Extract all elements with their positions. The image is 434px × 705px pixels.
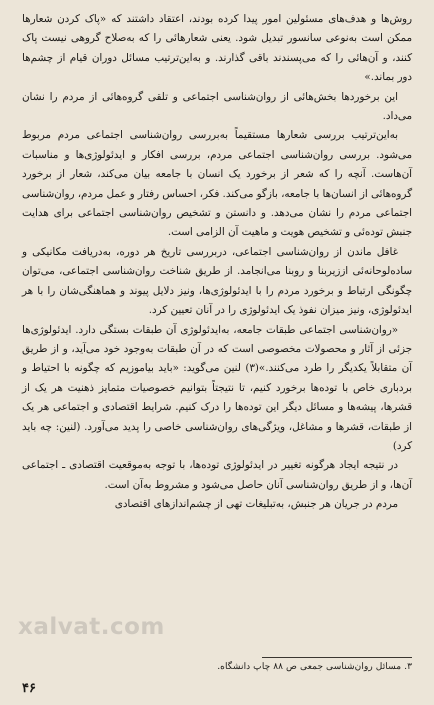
paragraph: این برخوردها بخش‌هائی از روان‌شناسی اجتماعی و تلقی گروه‌هائی از مردم را نشان می‌داد.	[22, 90, 412, 123]
body-text	[22, 10, 412, 515]
footnote-divider	[262, 657, 412, 658]
paragraph: «روان‌شناسی اجتماعی طبقات جامعه، به‌ایدئولوژی آن طبقات بستگی دارد. ایدئولوژی‌ها جزئی از آثار و محصولات مخصوصی است که در آن طبقات به‌وجود خود می‌آید، و از طریق آن متقابلاً یکدیگر را طرد می‌کنند.»(۳) لنین می‌گوید: «باید بیاموزیم که چگونه با احتیاط و بردباری خاص با توده‌ها برخورد کنیم، تا نتیجتاً بتوانیم خصوصیات متمایز ذهنیت هر یک از قشرها، پیشه‌ها و مسائل دیگر این توده‌ها را درک کنیم. شرایط اقتصادی و اجتماعی هر یک از طبقات، قشرها و مشاغل، ویژگی‌های روان‌شناسی خاصی را پدید می‌آورد. (لنین: چه باید کرد)	[22, 323, 412, 452]
paragraph: مردم در جریان هر جنبش، به‌تبلیغات تهی از چشم‌اندازهای اقتصادی	[114, 498, 398, 511]
paragraph: در نتیجه ایجاد هرگونه تغییر در ایدئولوژی توده‌ها، با توجه به‌موقعیت اقتصادی ـ اجتماعی آن‌ها، و از طریق روان‌شناسی آنان حاصل می‌شود و مشروط به‌آن است.	[22, 459, 412, 491]
paragraph: به‌این‌ترتیب بررسی شعارها مستقیماً به‌بررسی روان‌شناسی اجتماعی مردم مربوط می‌شود. بررسی روان‌شناسی اجتماعی مردم، بررسی افکار و ایدئولوژی‌ها و مناسبات آن‌هاست. آنچه را که شعر از برخورد یک انسان با جامعه بیان می‌کند، شعار از برخورد گروه‌هائی از انسان‌ها با جامعه، بازگو می‌کند. فکر، احساس رفتار و عمل مردم، روان‌شناسی اجتماعی مردم را نشان می‌دهد. و دانستن و تشخیص روان‌شناسی اجتماعی برای هدایت جنبش توده‌ئی و تشخیص هویت و ماهیت آن الزامی است.	[22, 129, 412, 239]
paragraph: غافل ماندن از روان‌شناسی اجتماعی، دربررسی تاریخ هر دوره، به‌دریافت مکانیکی و ساده‌لوحانه‌ئی اززیربنا و روبنا می‌انجامد. از طریق شناخت روان‌شناسی اجتماعی، می‌توان چگونگی ارتباط و برخورد مردم را با ایدئولوژی‌ها، ونیز دلایل پیوند و هماهنگی‌شان را با هر ایدئولوژی، ونیز میزان نفوذ یک ایدئولوژی را در آنان تعیین کرد.	[22, 245, 412, 317]
page-number: ۴۶	[22, 681, 36, 696]
paragraph: روش‌ها و هدف‌های مسئولین امور پیدا کرده بودند، اعتقاد داشتند که «پاک کردن شعارها ممکن است به‌نوعی سانسور تبدیل شود. یعنی شعارهائی را که به‌صلاح گروهی نیست پاک کنند، و آن‌هائی را که می‌پسندند باقی گذارند. و به‌این‌ترتیب مسائل دوران قیام از چشم‌ها دور بماند.»	[22, 13, 412, 84]
footnote: ۳. مسائل روان‌شناسی جمعی ص ۸۸ چاپ دانشگاه.	[217, 661, 412, 672]
watermark: xalvat.com	[18, 614, 165, 640]
